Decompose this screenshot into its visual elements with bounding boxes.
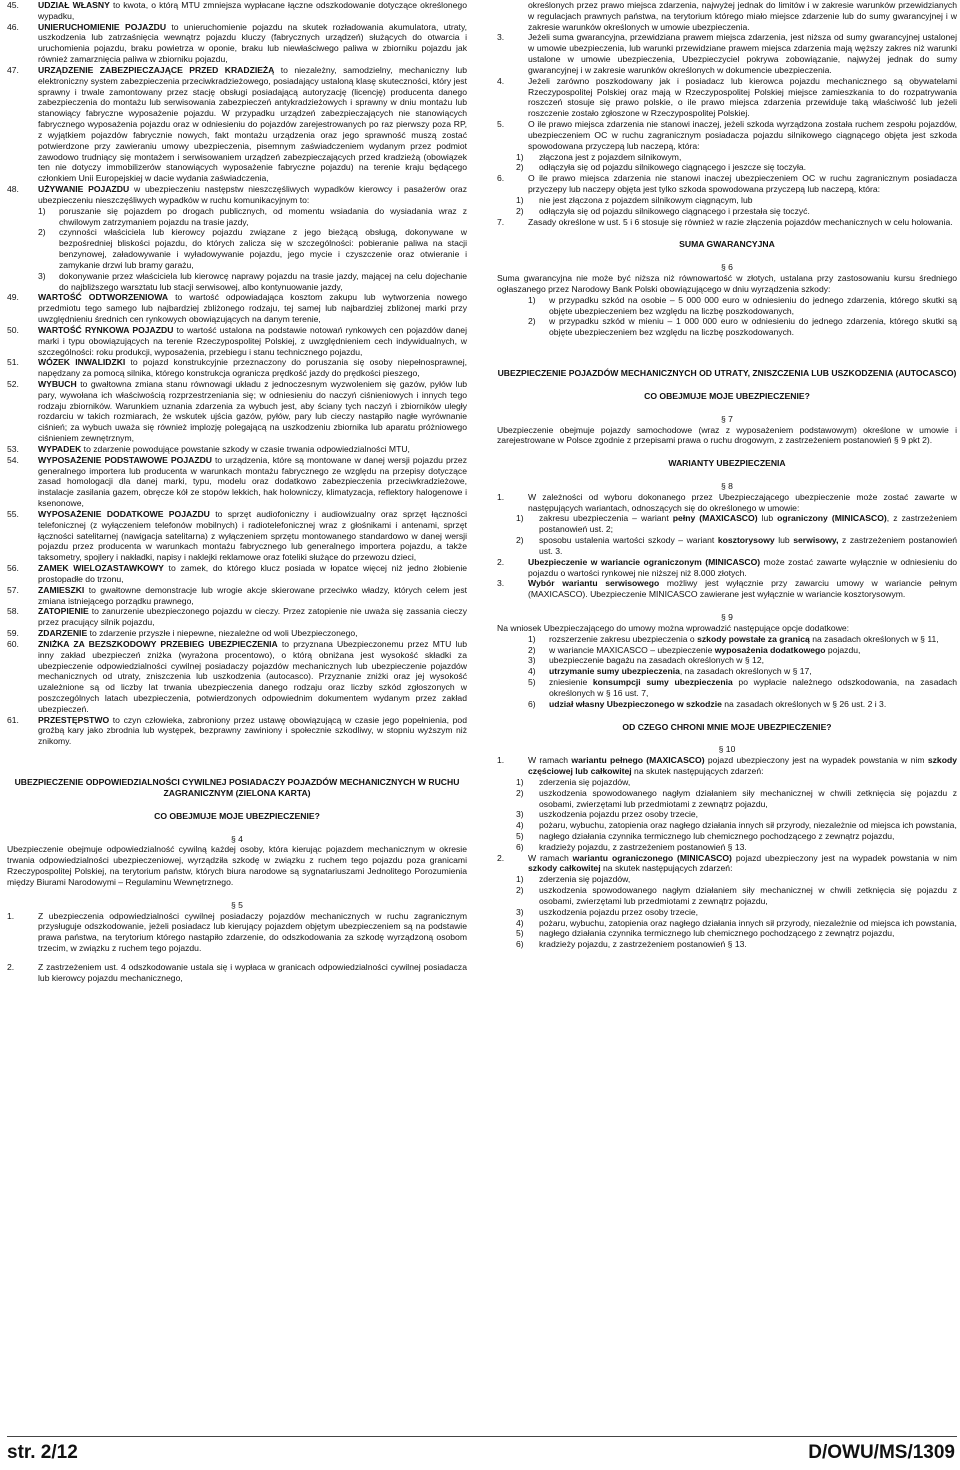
- numbered-clause: [7, 357, 467, 379]
- item-text: Wybór wariantu serwisowego możliwy jest wyłącznie przy zawarciu umowy w wariancie pełnym (MAXICASCO). Ubezpieczenie MINICASCO zawierane jest wyłącznie w wariancie kosztorysowym.: [528, 578, 957, 600]
- item-number: 5): [516, 928, 524, 939]
- item-text: Z ubezpieczenia odpowiedzialności cywilnej posiadaczy pojazdów mechanicznych w ruchu zagranicznym przysługuje odszkodowanie, jeżeli posiadacz lub kierujący pojazdem objętym ubezpieczeniem są na podstawie prawa państwa, na terytorium którego nastąpiło zdarzenie, do odszkodowania za szkodę wyrządzoną osobom trzecim, w związku z ruchem tego pojazdu.: [38, 910, 467, 954]
- list-item: [497, 874, 957, 885]
- list-item: [497, 928, 957, 939]
- list-item: [497, 666, 957, 677]
- item-text: UDZIAŁ WŁASNY to kwota, o którą MTU zmniejsza wypłacane łączne odszkodowanie dotyczące określonego wypadku,: [38, 0, 467, 21]
- item-number: 6): [528, 698, 536, 709]
- item-number: 3): [516, 809, 524, 820]
- spacer: [7, 822, 467, 834]
- paragraph: [7, 844, 467, 887]
- spacer: [497, 446, 957, 458]
- numbered-clause: [497, 557, 957, 579]
- numbered-clause: [7, 22, 467, 65]
- item-text: O ile prawo miejsca zdarzenia nie stanowi inaczej ubezpieczeniem OC w ruchu zagranicznym posiadacza przyczepy lub naczepy objęta jest tylko szkoda spowodowana przyczepą lub naczepą, która:: [528, 173, 957, 195]
- item-text: pożaru, wybuchu, zatopienia oraz nagłego działania innych sił przyrody, niezależnie od miejsca ich powstania,: [539, 820, 957, 831]
- document-code: D/OWU/MS/1309: [808, 1442, 955, 1463]
- list-item: [497, 152, 957, 163]
- item-text: Z zastrzeżeniem ust. 4 odszkodowanie ustala się i wypłaca w granicach odpowiedzialności cywilnej posiadacza lub kierowcy pojazdu mechanicznego,: [38, 961, 467, 983]
- item-number: 6.: [497, 173, 505, 184]
- numbered-clause: [497, 173, 957, 195]
- item-number: 59.: [7, 628, 19, 639]
- numbered-clause: [7, 0, 467, 22]
- item-text: dokonywanie przez właściciela lub kierowcę naprawy pojazdu na trasie jazdy, mającej na celu dojechanie do najbliższego warsztatu lub stacji serwisowej, albo kontynuowanie jazdy,: [59, 270, 467, 292]
- item-text: uszkodzenia spowodowanego nagłym działaniem siły mechanicznej w chwili zetknięcia się pojazdu z osobami, zwierzętami lub przedmiotami z zewnątrz pojazdu,: [539, 885, 957, 906]
- numbered-clause: [7, 962, 467, 984]
- item-number: 3): [516, 906, 524, 917]
- spacer: [7, 888, 467, 900]
- item-text: UNIERUCHOMIENIE POJAZDU to unieruchomienie pojazdu na skutek rozładowania akumulatora, utraty, uszkodzenia lub zatrzaśnięcia wewnątrz pojazdu kluczy (fabrycznych urządzeń) służących do otwarcia i uruchomienia pojazdu, braku powietrza w oponie, braku lub niewłaściwego paliwa w zbiorniku pojazdu jak również zamarznięcia paliwa w zbiorniku pojazdu,: [38, 21, 467, 65]
- item-text: PRZESTĘPSTWO to czyn człowieka, zabroniony przez ustawę obowiązującą w czasie jego popełnienia, pod groźbą kary jako zbrodnia lub występek, bezprawny zawiniony i społecznie szkodliwy, w stopniu wyższym niż znikomy.: [38, 714, 467, 747]
- item-number: 4): [528, 666, 536, 677]
- item-number: 3): [528, 655, 536, 666]
- numbered-clause: [7, 911, 467, 954]
- item-number: 47.: [7, 64, 19, 75]
- item-number: 7.: [497, 216, 505, 227]
- numbered-clause: [497, 755, 957, 777]
- item-number: 45.: [7, 0, 19, 10]
- item-number: 1.: [497, 491, 505, 502]
- item-text: UŻYWANIE POJAZDU w ubezpieczeniu następstw nieszczęśliwych wypadków kierowcy i pasażerów oraz ubezpieczeniu nieszczęśliwych wypadków w ruchu komunikacyjnym to:: [38, 184, 468, 205]
- paragraph-symbol: [497, 744, 957, 755]
- item-number: 55.: [7, 508, 19, 519]
- paragraph-symbol: [497, 481, 957, 492]
- item-number: 2): [516, 535, 524, 546]
- item-number: 2.: [497, 852, 505, 863]
- item-text: Zasady określone w ust. 5 i 6 stosuje się również w razie złączenia pojazdów mechanicznych w celu holowania.: [528, 216, 953, 227]
- footer-divider: [7, 1436, 957, 1437]
- list-item: [497, 939, 957, 950]
- item-number: 1.: [497, 755, 505, 766]
- item-text: kradzieży pojazdu, z zastrzeżeniem postanowień § 13.: [539, 939, 747, 950]
- item-text: W zależności od wyboru dokonanego przez Ubezpieczającego ubezpieczenie może zostać zawarte w następujących wariantach, odnoszących się do określonego w umowie:: [528, 491, 957, 513]
- item-number: 5): [516, 831, 524, 841]
- spacer: [497, 379, 957, 391]
- spacer: [7, 799, 467, 811]
- item-number: 2): [528, 644, 536, 655]
- item-text: określonych przez prawo miejsca zdarzenia, najwyżej jednak do limitów i w zakresie warunków przewidzianych w regulacjach prawnych państwa, na terytorium którego miało miejsce zdarzenie lub do sumy gwarancyjnej i w zakresie warunków określonych w umowie ubezpieczenia.: [528, 0, 957, 32]
- item-text: w wariancie MAXICASCO – ubezpieczenie wyposażenia dodatkowego pojazdu,: [549, 644, 861, 655]
- list-item: [497, 535, 957, 557]
- numbered-clause: [7, 184, 467, 206]
- item-text: SUMA GWARANCYJNA: [679, 239, 775, 250]
- numbered-clause: [7, 563, 467, 585]
- item-number: 2): [516, 162, 524, 173]
- item-number: 2): [516, 787, 524, 798]
- item-text: OD CZEGO CHRONI MNIE MOJE UBEZPIECZENIE?: [622, 721, 832, 732]
- numbered-clause: [7, 455, 467, 509]
- item-text: złączona jest z pojazdem silnikowym,: [539, 151, 682, 162]
- item-text: nagłego działania czynnika termicznego lub chemicznego pochodzącego z zewnątrz pojazdu,: [539, 831, 895, 841]
- item-number: 1): [528, 633, 536, 644]
- item-number: 52.: [7, 378, 19, 389]
- item-text: CO OBEJMUJE MOJE UBEZPIECZENIE?: [644, 390, 810, 401]
- item-number: 1): [516, 194, 524, 205]
- item-number: 50.: [7, 324, 19, 335]
- section-heading: [497, 458, 957, 469]
- item-text: CO OBEJMUJE MOJE UBEZPIECZENIE?: [154, 810, 320, 821]
- item-text: ZDARZENIE to zdarzenie przyszłe i niepewne, niezależne od woli Ubezpieczonego,: [38, 628, 358, 639]
- item-number: 3): [38, 270, 46, 281]
- item-text: WYPOSAŻENIE PODSTAWOWE POJAZDU to urządzenia, które są montowane w danej wersji pojazdu przez generalnego importera lub producenta w warunkach montażu fabrycznego ze względu na przepisy dotyczące zasad homologacji dla danej marki, typu, modelu oraz dodatkowo zabezpieczenia przeciwkradzieżowe, instalacje zasilania gazem, obręcze kół ze stopów lekkich, hak holowniczy, klimatyzacja, reflektory halogenowe i ksenonowe,: [38, 454, 467, 509]
- list-item: [497, 842, 957, 853]
- numbered-clause: [7, 65, 467, 184]
- list-item: [497, 809, 957, 820]
- item-text: ZAMEK WIELOZASTAWKOWY to zamek, do którego klucz posiada w łopatce więcej niż jedno żłobienie prostopadłe do trzonu,: [38, 563, 468, 584]
- list-item: [497, 645, 957, 656]
- item-text: WARTOŚĆ RYNKOWA POJAZDU to wartość ustalona na podstawie notowań rynkowych cen pojazdów danej marki i typu obowiązujących na terenie Rzeczypospolitej Polskiej, z uwzględnieniem cech indywidualnych, w szczególności: roku produkcji, wyposażenia, przebiegu i stanu technicznego pojazdu,: [38, 324, 467, 357]
- item-text: § 4: [231, 833, 243, 844]
- item-number: 3.: [497, 578, 505, 589]
- item-text: zakresu ubezpieczenia – wariant pełny (MAXICASCO) lub ograniczony (MINICASCO), z zastrzeżeniem postanowień ust. 2;: [539, 513, 957, 535]
- item-text: § 9: [721, 612, 733, 623]
- item-text: rozszerzenie zakresu ubezpieczenia o szkody powstałe za granicą na zasadach określonych w § 11,: [549, 633, 939, 644]
- item-text: sposobu ustalenia wartości szkody – wariant kosztorysowy lub serwisowy, z zastrzeżeniem postanowień ust. 3.: [539, 535, 958, 556]
- item-text: utrzymanie sumy ubezpieczenia, na zasadach określonych w § 17,: [549, 666, 812, 677]
- paragraph: [497, 623, 957, 634]
- numbered-clause: [497, 217, 957, 228]
- numbered-clause: [7, 509, 467, 563]
- item-number: 6): [516, 841, 524, 852]
- section-heading: [497, 722, 957, 733]
- numbered-clause: [7, 292, 467, 324]
- item-number: 54.: [7, 454, 19, 465]
- spacer: [497, 469, 957, 481]
- item-number: 48.: [7, 184, 19, 195]
- item-text: uszkodzenia pojazdu przez osoby trzecie,: [539, 809, 699, 820]
- item-text: ZAMIESZKI to gwałtowne demonstracje lub wrogie akcje skierowane przeciwko władzy, których celem jest zmiana istniejącego porządku prawnego,: [38, 584, 467, 606]
- item-text: WARTOŚĆ ODTWORZENIOWA to wartość odpowiadająca kosztom zakupu lub wytworzenia nowego przedmiotu tego samego lub najbardziej zbliżonego rodzaju, tej samej lub najbardziej zbliżonej marki przy uwzględnieniu średnich cen rynkowych obowiązujących na danym terenie,: [38, 292, 467, 325]
- item-text: Ubezpieczenie w wariancie ograniczonym (MINICASCO) może zostać zawarte wyłącznie w odniesieniu do pojazdu o wartości rynkowej nie niższej niż 8.000 złotych.: [528, 556, 958, 578]
- item-number: 2): [516, 885, 524, 896]
- item-text: Suma gwarancyjna nie może być niższa niż równowartość w złotych, ustalana przy zastosowaniu kursu średniego ogłaszanego przez Narodowy Bank Polski obowiązującego w dniu wyrządzenia szkody:: [497, 273, 957, 294]
- item-number: 1): [516, 513, 524, 524]
- item-text: poruszanie się pojazdem po drogach publicznych, od momentu wsiadania do wysiadania wraz z chwilowym zatrzymaniem pojazdu na trasie jazdy,: [59, 205, 467, 227]
- item-text: Na wniosek Ubezpieczającego do umowy można wprowadzić następujące opcje dodatkowe:: [497, 622, 850, 633]
- paragraph: [497, 425, 957, 447]
- list-item: [7, 206, 467, 228]
- item-number: 1): [528, 294, 536, 305]
- item-number: 56.: [7, 563, 19, 574]
- item-number: 5.: [497, 119, 505, 130]
- item-text: § 8: [721, 480, 733, 491]
- paragraph: [497, 273, 957, 295]
- list-item: [497, 162, 957, 173]
- item-text: UBEZPIECZENIE POJAZDÓW MECHANICZNYCH OD UTRATY, ZNISZCZENIA LUB USZKODZENIA (AUTOCASCO): [497, 368, 957, 379]
- list-item: [497, 777, 957, 788]
- section-heading: [497, 239, 957, 250]
- paragraph-symbol: [497, 612, 957, 623]
- item-number: 49.: [7, 292, 19, 303]
- section-heading: [7, 777, 467, 799]
- paragraph-symbol: [497, 414, 957, 425]
- item-number: 6): [516, 939, 524, 950]
- list-item: [497, 195, 957, 206]
- numbered-clause: [7, 379, 467, 444]
- item-number: 60.: [7, 638, 19, 649]
- list-item: [497, 831, 957, 842]
- item-text: w przypadku szkód na osobie – 5 000 000 euro w odniesieniu do jednego zdarzenia, którego skutki są objęte ubezpieczeniem bez względu na liczbę poszkodowanych,: [549, 294, 957, 316]
- spacer: [497, 732, 957, 744]
- item-text: § 7: [721, 413, 733, 424]
- list-item: [497, 634, 957, 645]
- item-text: § 10: [718, 744, 736, 755]
- list-item: [497, 677, 957, 699]
- list-item: [497, 655, 957, 666]
- spacer: [497, 338, 957, 368]
- numbered-clause: [7, 639, 467, 715]
- item-text: nagłego działania czynnika termicznego lub chemicznego pochodzącego z zewnątrz pojazdu,: [539, 928, 895, 939]
- item-text: zniesienie konsumpcji sumy ubezpieczenia po wypłacie należnego odszkodowania, na zasadach określonych w § 16 ust. 7,: [549, 677, 958, 698]
- list-item: [497, 316, 957, 338]
- item-number: 1.: [7, 910, 15, 921]
- item-number: 1): [516, 874, 524, 885]
- spacer: [7, 954, 467, 962]
- numbered-clause: [497, 492, 957, 514]
- item-text: nie jest złączona z pojazdem silnikowym ciągnącym, lub: [539, 194, 753, 205]
- left-column: [7, 0, 467, 984]
- section-heading: [7, 811, 467, 822]
- item-text: § 6: [721, 262, 733, 273]
- spacer: [497, 600, 957, 612]
- item-text: odłączyła się od pojazdu silnikowego ciągnącego i jeszcze się toczyła.: [539, 162, 807, 173]
- item-number: 51.: [7, 357, 19, 368]
- item-number: 2.: [497, 556, 505, 567]
- item-text: w przypadku szkód w mieniu – 1 000 000 euro w odniesieniu do jednego zdarzenia, którego skutki są objęte ubezpieczeniem bez względu na liczbę poszkodowanych.: [549, 316, 957, 338]
- item-text: Jeżeli zarówno poszkodowany jak i posiadacz lub kierowca pojazdu mechanicznego są obywatelami Rzeczypospolitej Polskiej oraz mają w Rzeczypospolitej Polskiej miejsce zamieszkania to do rozpatrywania roszczeń stosuje się prawo polskie, o ile prawo miejsca zdarzenia przewiduje taką właściwość lub jeżeli roszczenie zostało zgłoszone w Rzeczypospolitej Polskiej.: [528, 75, 957, 119]
- item-text: ZNIŻKA ZA BEZSZKODOWY PRZEBIEG UBEZPIECZENIA to przyznana Ubezpieczonemu przez MTU lub inny zakład ubezpieczeń zniżka (wyrażona procentowo), o którą obniżana jest wysokość składki za ubezpieczenie odpowiedzialności cywilnej posiadaczy pojazdów mechanicznych lub ubezpieczenie pojazdów mechanicznych od utraty, zniszczenia lub uszkodzenia (autocasco). Przyznanie zniżki oraz jej wysokość uzależnione są od liczby lat trwania ubezpieczenia danego rodzaju oraz liczby szkód zgłoszonych w poszczególnych latach ubezpieczenia, potwierdzonych odpowiednim dokumentem wydanym przez zakład ubezpieczeń.: [38, 638, 467, 714]
- list-item: [497, 699, 957, 710]
- paragraph-symbol: [497, 262, 957, 273]
- item-number: 1): [516, 776, 524, 787]
- item-text: W ramach wariantu ograniczonego (MINICASCO) pojazd ubezpieczony jest na wypadek powstania w nim szkody całkowitej na skutek następujących zdarzeń:: [528, 852, 957, 874]
- item-text: udział własny Ubezpieczonego w szkodzie na zasadach określonych w § 26 ust. 2 i 3.: [549, 698, 887, 709]
- item-number: 57.: [7, 584, 19, 595]
- item-text: Jeżeli suma gwarancyjna, przewidziana prawem miejsca zdarzenia, jest niższa od sumy gwarancyjnej ustalonej w umowie ubezpieczenia, lub warunki przewidziane prawem miejsca zdarzenia mają węższy zakres niż warunki ustalone w umowie ubezpieczenia, Ubezpieczyciel pokrywa zobowiązanie, najwyżej jednak do sumy gwarancyjnej i w zakresie warunków określonych w dokumencie ubezpieczenia.: [528, 32, 957, 75]
- item-number: 61.: [7, 714, 19, 725]
- numbered-clause: [7, 715, 467, 747]
- list-item: [497, 907, 957, 918]
- item-number: 53.: [7, 443, 19, 454]
- item-number: 2.: [7, 961, 15, 972]
- list-item: [497, 295, 957, 317]
- numbered-clause: [497, 32, 957, 75]
- numbered-clause: [7, 585, 467, 607]
- spacer: [497, 250, 957, 262]
- item-text: ZATOPIENIE to zanurzenie ubezpieczonego pojazdu w cieczy. Przez zatopienie nie uważa się zassania cieczy przez pracujący silnik pojazdu,: [38, 606, 467, 628]
- paragraph-symbol: [7, 834, 467, 845]
- item-text: zderzenia się pojazdów,: [539, 874, 631, 885]
- section-heading: [497, 391, 957, 402]
- list-item: [7, 227, 467, 270]
- item-text: Ubezpieczenie obejmuje odpowiedzialność cywilną każdej osoby, która kierując pojazdem mechanicznym w okresie trwania odpowiedzialności ubezpieczeniowej, wyrządziła szkodę w związku z ruchem tego pojazdu poza granicami Rzeczypospolitej Polskiej, na terytorium państw, których biura narodowe są sygnatariuszami Jednolitego Porozumienia między Biurami Narodowymi – Regulaminu Wewnętrznego.: [7, 844, 467, 887]
- numbered-clause: [7, 444, 467, 455]
- list-item: [497, 788, 957, 810]
- item-text: WYBUCH to gwałtowna zmiana stanu równowagi układu z jednoczesnym wyzwoleniem się gazów, pyłów lub pary, wywołana ich właściwością rozprzestrzeniania się; w odniesieniu do naczyń ciśnieniowych i innych tego rodzaju zbiorników. Warunkiem uznania zdarzenia za wybuch jest, aby ściany tych naczyń i zbiorników uległy rozdarciu w takich rozmiarach, że wskutek ujścia gazów, pyłów, pary lub cieczy nastąpiło nagłe wyrównanie ciśnień; za wybuch uważa się również implozję polegającą na uszkodzeniu zbiornika lub aparatu próżniowego ciśnieniem zewnętrznym,: [38, 378, 467, 444]
- item-text: uszkodzenia spowodowanego nagłym działaniem siły mechanicznej w chwili zetknięcia się pojazdu z osobami, zwierzętami lub przedmiotami z zewnątrz pojazdu,: [539, 787, 957, 809]
- item-number: 4): [516, 820, 524, 831]
- item-text: ubezpieczenie bagażu na zasadach określonych w § 12,: [549, 655, 764, 666]
- spacer: [497, 227, 957, 239]
- item-text: uszkodzenia pojazdu przez osoby trzecie,: [539, 906, 699, 917]
- list-item: [497, 918, 957, 929]
- numbered-clause: [7, 606, 467, 628]
- item-text: § 5: [231, 899, 243, 910]
- list-item: [497, 513, 957, 535]
- list-item: [497, 885, 957, 907]
- item-number: 4.: [497, 75, 505, 86]
- paragraph-symbol: [7, 900, 467, 911]
- item-number: 2): [516, 205, 524, 216]
- spacer: [497, 710, 957, 722]
- item-text: kradzieży pojazdu, z zastrzeżeniem postanowień § 13.: [539, 841, 747, 852]
- item-text: WYPADEK to zdarzenie powodujące powstanie szkody w czasie trwania odpowiedzialności MTU,: [38, 443, 410, 454]
- numbered-clause: [497, 578, 957, 600]
- numbered-clause: [7, 325, 467, 357]
- numbered-clause: [497, 76, 957, 119]
- item-number: 3.: [497, 32, 505, 43]
- numbered-clause: [497, 119, 957, 151]
- item-number: 5): [528, 677, 536, 688]
- spacer: [7, 747, 467, 777]
- item-text: pożaru, wybuchu, zatopienia oraz nagłego działania innych sił przyrody, niezależnie od miejsca ich powstania,: [539, 917, 957, 928]
- item-number: 1): [38, 205, 46, 216]
- numbered-clause: [497, 853, 957, 875]
- item-text: WYPOSAŻENIE DODATKOWE POJAZDU to sprzęt audiofoniczny i audiowizualny oraz sprzęt łączności telefonicznej (z wyłączeniem telefonów mobilnych) i radiotelefonicznej wraz z głośnikami i antenami, sprzęt łączności satelitarnej (nawigacja satelitarna) z wyłączeniem sprzętu montowanego standardowo w danej wersji pojazdu przez producenta w warunkach montażu fabrycznego lub generalnego importera pojazdu, a także taksometry, spojlery i nakładki, napisy i naklejki reklamowe oraz foteliki służące do przewozu dzieci,: [38, 508, 467, 563]
- item-text: O ile prawo miejsca zdarzenia nie stanowi inaczej, jeżeli szkoda wyrządzona została ruchem zespołu pojazdów, ubezpieczeniem OC w ruchu zagranicznym posiadacza pojazdu silnikowego ciągnącego objęta jest szkoda spowodowana przyczepą lub naczepą, która:: [528, 119, 957, 151]
- right-column: [497, 0, 957, 950]
- item-number: 2): [528, 316, 536, 327]
- item-text: Ubezpieczenie obejmuje pojazdy samochodowe (wraz z wyposażeniem podstawowym) określone w umowie i zarejestrowane w Polsce zgodnie z przepisami prawa o ruchu drogowym, z zastrzeżeniem postanowień § 9 pkt 2).: [497, 424, 957, 446]
- item-number: 46.: [7, 21, 19, 32]
- item-text: UBEZPIECZENIE ODPOWIEDZIALNOŚCI CYWILNEJ POSIADACZY POJAZDÓW MECHANICZNYCH W RUCHU ZAGRANICZNYM (ZIELONA KARTA): [14, 777, 460, 798]
- list-item: [7, 271, 467, 293]
- item-number: 2): [38, 227, 46, 238]
- item-text: czynności właściciela lub kierowcy pojazdu związane z jego bieżącą obsługą, dokonywane w bezpośredniej bliskości pojazdu, do których zalicza się w szczególności: pobieranie paliwa na stacji benzynowej, załadowywanie i wyładowywanie pojazdu, jego mycie i czyszczenie oraz otwieranie i zamykanie drzwi lub bramy garażu,: [59, 227, 467, 270]
- list-item: [497, 820, 957, 831]
- item-text: WÓZEK INWALIDZKI to pojazd konstrukcyjnie przeznaczony do poruszania się osoby niepełnosprawnej, napędzany za pomocą silnika, którego konstrukcja ogranicza prędkość jazdy do prędkości pieszego,: [38, 357, 467, 379]
- item-number: 4): [516, 917, 524, 928]
- item-text: W ramach wariantu pełnego (MAXICASCO) pojazd ubezpieczony jest na wypadek powstania w nim szkody częściowej lub całkowitej na skutek następujących zdarzeń:: [528, 755, 957, 777]
- spacer: [497, 402, 957, 414]
- numbered-clause: [7, 628, 467, 639]
- item-text: URZĄDZENIE ZABEZPIECZAJĄCE PRZED KRADZIEŻĄ to niezależny, samodzielny, mechaniczny lub elektroniczny system zabezpieczenia przeciwkradzieżowego, posiadający ustaloną klasę skuteczności, który jest sprawny i trwale zamontowany przez stację obsługi posiadającą autoryzację (licencję) producenta danego zabezpieczenia do montażu lub serwisowania zabezpieczeń antykradzieżowych i sprawny w dniu montażu lub stanowiący fabryczne wyposażenie pojazdu. W przypadku urządzeń zabezpieczających nie stanowiących fabrycznego wyposażenia pojazdu oraz w odniesieniu do pojazdów zarejestrowanych po raz pierwszy poza RP, z wyjątkiem pojazdów fabrycznie nowych, fakt montażu urządzenia oraz jego sprawność muszą zostać potwierdzone przy zawieraniu umowy ubezpieczenia, pisemnym zaświadczeniem wydanym przez podmiot zawodowo trudniący się montażem i serwisowaniem urządzeń zabezpieczających przed kradzieżą (obowiązek ten nie dotyczy immobilizerów stanowiących wyposażenie fabryczne pojazdu) na terenie kraju będącego członkiem Unii Europejskiej w dacie wydania zaświadczenia,: [38, 64, 467, 184]
- paragraph: [497, 0, 957, 32]
- list-item: [497, 206, 957, 217]
- item-number: 58.: [7, 606, 19, 617]
- section-heading: [497, 368, 957, 379]
- item-text: zderzenia się pojazdów,: [539, 776, 631, 787]
- page-number: str. 2/12: [7, 1442, 78, 1463]
- item-text: WARIANTY UBEZPIECZENIA: [668, 458, 786, 469]
- item-text: odłączyła się od pojazdu silnikowego ciągnącego i przestała się toczyć.: [539, 205, 810, 216]
- item-number: 1): [516, 151, 524, 162]
